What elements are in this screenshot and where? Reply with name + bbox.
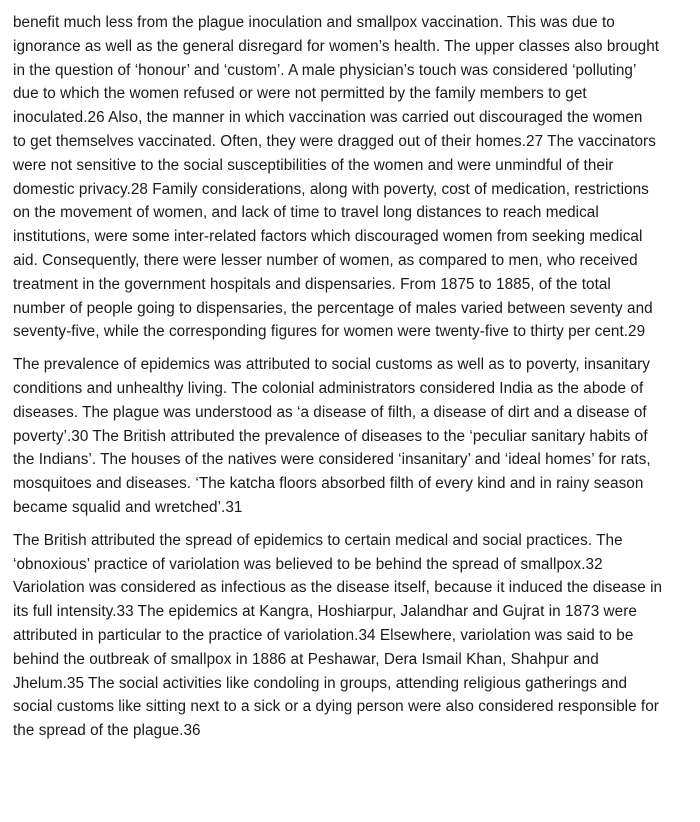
text-line: seventy-five, while the corresponding figures for women were twenty-five to thirty per cent.29 <box>13 323 646 341</box>
text-line: treatment in the government hospitals and dispensaries. From 1875 to 1885, of the total <box>13 275 611 293</box>
text-line: ‘obnoxious’ practice of variolation was believed to be behind the spread of smallpox.32 <box>13 555 603 573</box>
paragraph-women-health <box>13 0 693 344</box>
text-line: the Indians’. The houses of the natives were considered ‘insanitary’ and ‘ideal homes’ for rats, <box>13 451 651 469</box>
text-line: the spread of the plague.36 <box>13 722 201 740</box>
text-line: to get themselves vaccinated. Often, they were dragged out of their homes.27 The vaccinators <box>13 132 656 150</box>
text-line: its full intensity.33 The epidemics at Kangra, Hoshiarpur, Jalandhar and Gujrat in 1873 were <box>13 603 637 621</box>
text-line: The prevalence of epidemics was attributed to social customs as well as to poverty, insanitary <box>13 356 650 374</box>
text-line: institutions, were some inter-related factors which discouraged women from seeking medical <box>13 228 643 246</box>
text-line: domestic privacy.28 Family considerations, along with poverty, cost of medication, restrictions <box>13 180 649 198</box>
paragraph-epidemic-prevalence <box>13 353 693 520</box>
text-line: on the movement of women, and lack of time to travel long distances to reach medical <box>13 204 599 222</box>
text-line: inoculated.26 Also, the manner in which vaccination was carried out discouraged the women <box>13 109 643 127</box>
text-line: were not sensitive to the social susceptibilities of the women and were unmindful of their <box>13 156 614 174</box>
text-line: ignorance as well as the general disregard for women’s health. The upper classes also brought <box>13 37 660 55</box>
text-line: benefit much less from the plague inoculation and smallpox vaccination. This was due to <box>13 14 615 31</box>
text-line: social customs like sitting next to a sick or a dying person were also considered responsible for <box>13 698 659 716</box>
text-line: in the question of ‘honour’ and ‘custom’. A male physician’s touch was considered ‘polluting’ <box>13 61 637 79</box>
document-page <box>13 0 693 743</box>
text-line: Variolation was considered as infectious as the disease itself, because it induced the disease in <box>13 579 663 597</box>
text-line: The British attributed the spread of epidemics to certain medical and social practices. The <box>13 531 623 549</box>
text-line: aid. Consequently, there were lesser number of women, as compared to men, who received <box>13 251 638 269</box>
text-line: number of people going to dispensaries, the percentage of males varied between seventy and <box>13 299 653 317</box>
text-line: behind the outbreak of smallpox in 1886 at Peshawar, Dera Ismail Khan, Shahpur and <box>13 650 599 668</box>
text-line: became squalid and wretched’.31 <box>13 498 243 516</box>
text-line: conditions and unhealthy living. The colonial administrators considered India as the abode of <box>13 379 644 397</box>
paragraph-spread-of-epidemics <box>13 529 693 743</box>
text-line: poverty’.30 The British attributed the prevalence of diseases to the ‘peculiar sanitary habits of <box>13 427 648 445</box>
text-line: Jhelum.35 The social activities like condoling in groups, attending religious gatherings and <box>13 674 628 692</box>
text-line: mosquitoes and diseases. ‘The katcha floors absorbed filth of every kind and in rainy season <box>13 475 644 493</box>
text-line: due to which the women refused or were not permitted by the family members to get <box>13 85 587 103</box>
text-line: attributed in particular to the practice of variolation.34 Elsewhere, variolation was said to be <box>13 626 634 644</box>
text-line: diseases. The plague was understood as ‘a disease of filth, a disease of dirt and a disease of <box>13 403 647 421</box>
